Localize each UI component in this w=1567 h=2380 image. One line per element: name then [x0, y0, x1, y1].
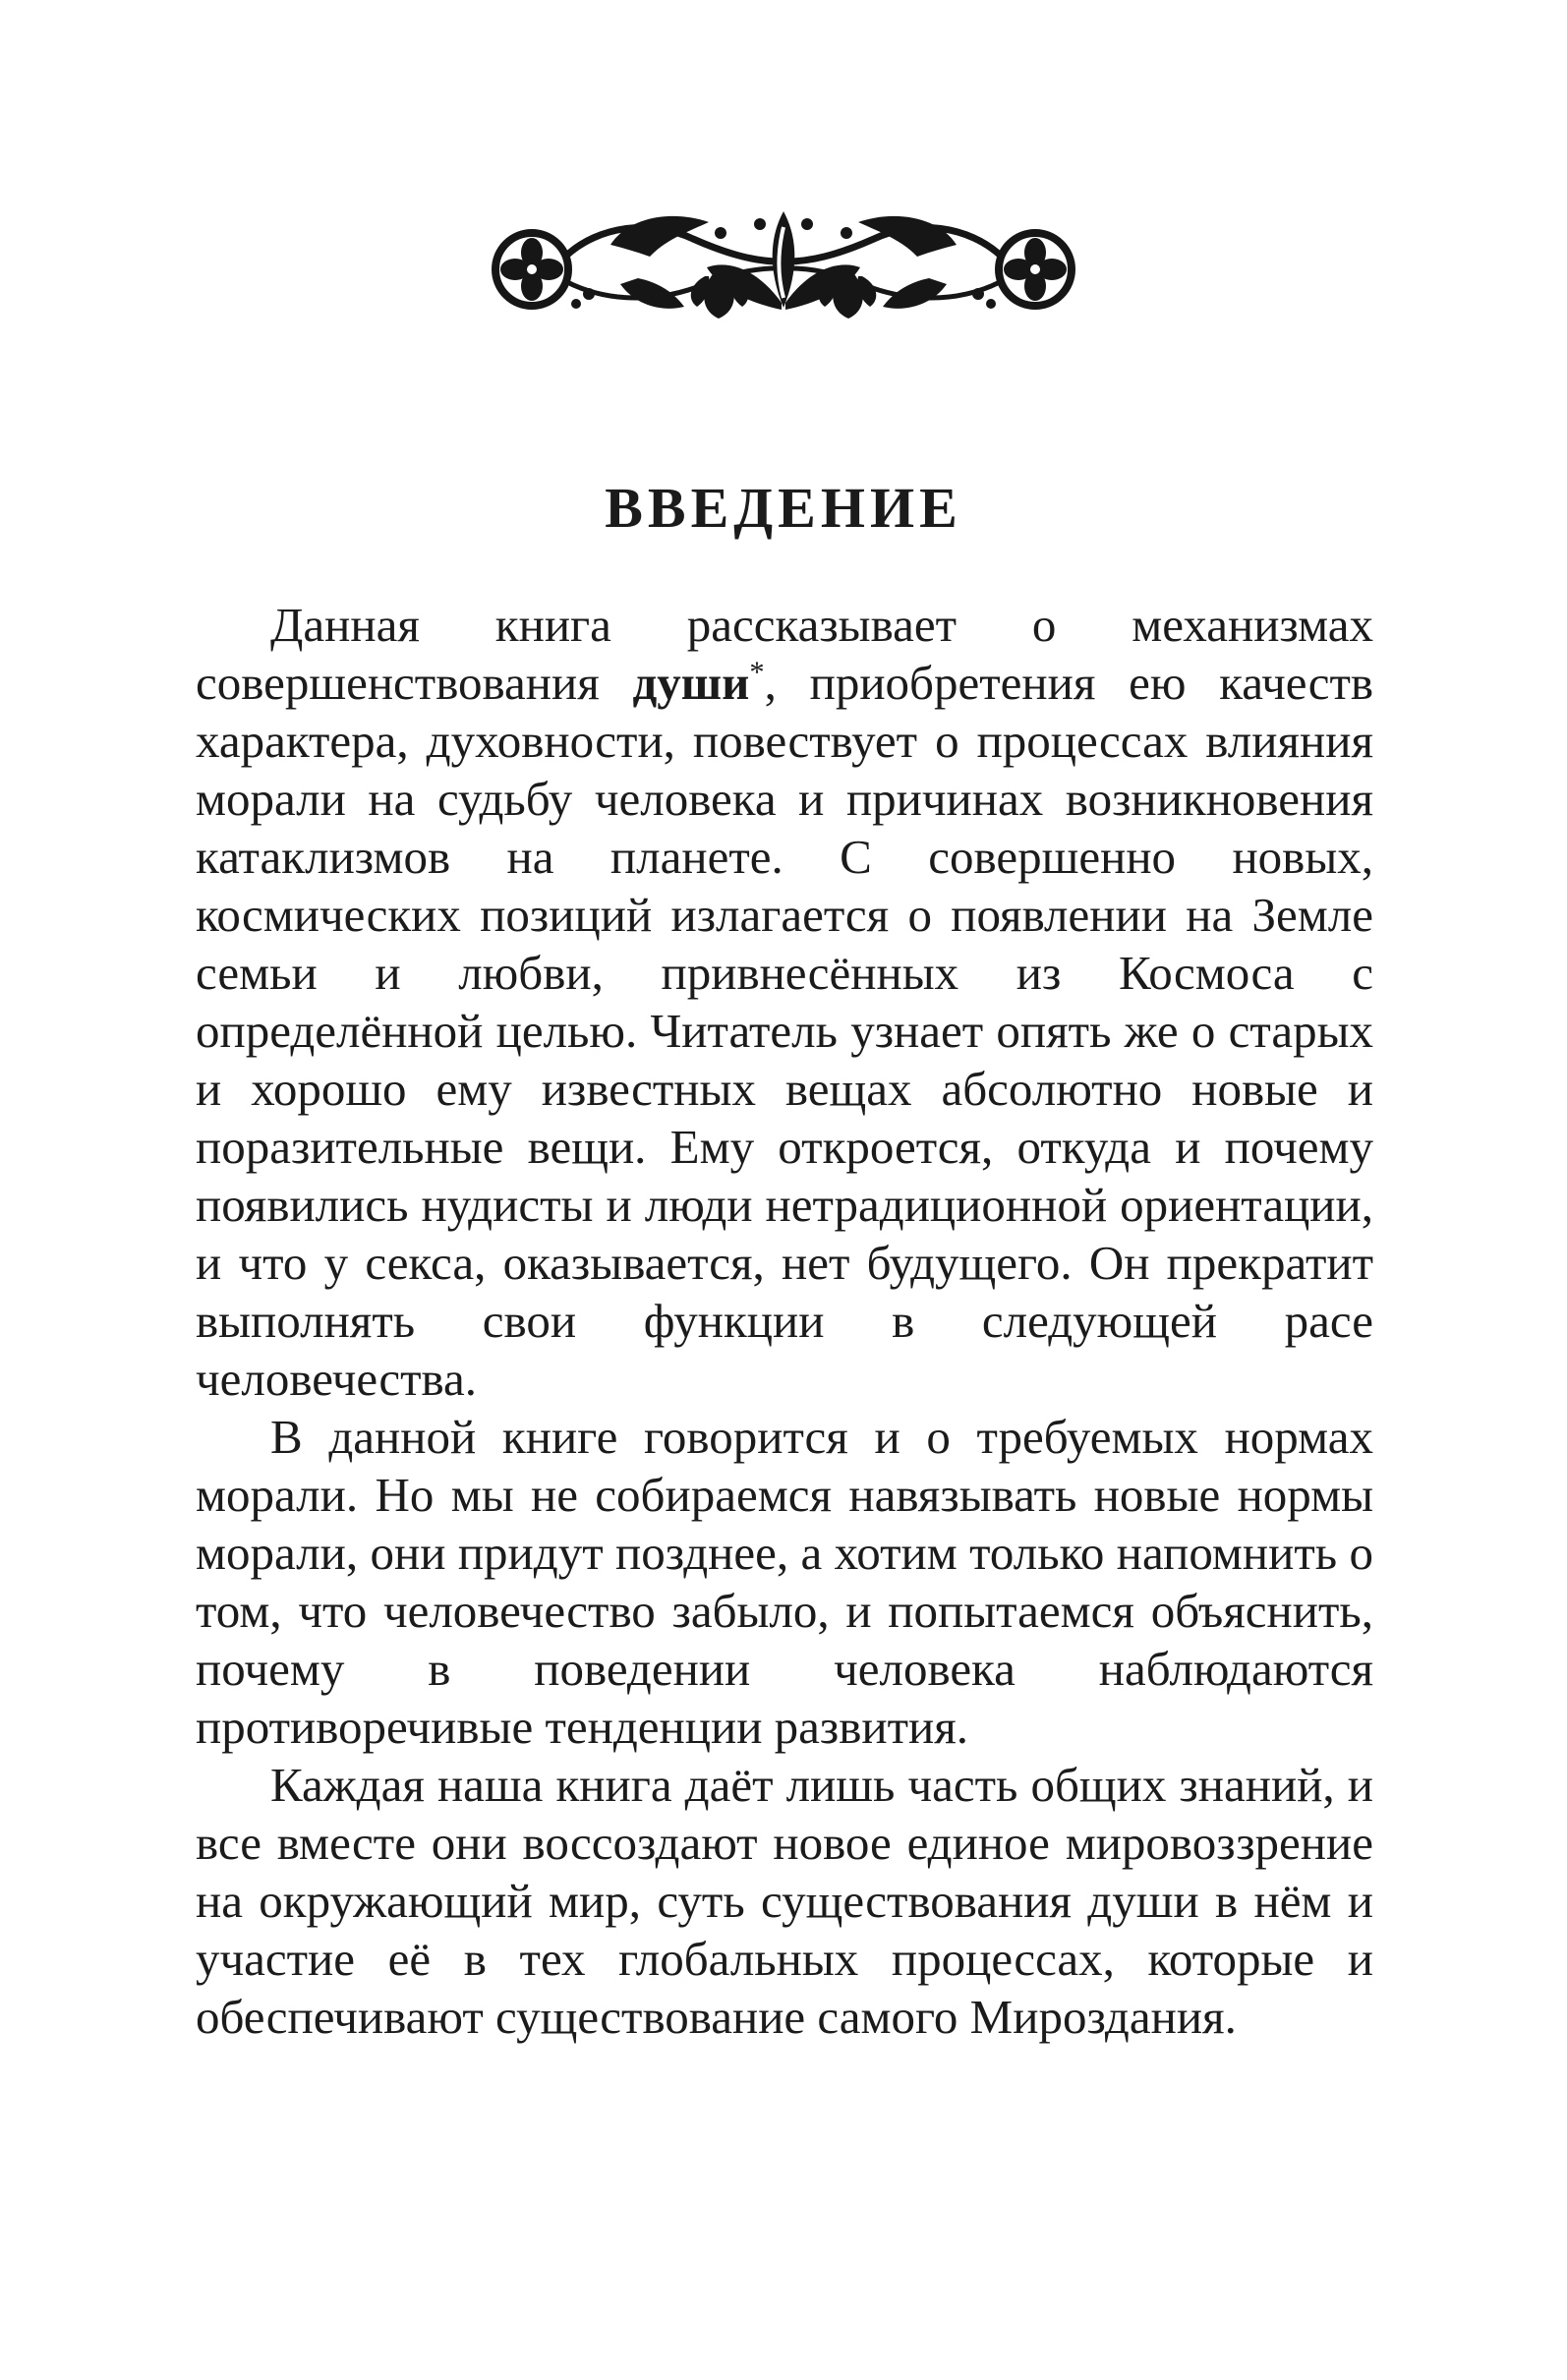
chapter-body	[196, 596, 1373, 2046]
paragraph-1	[196, 596, 1373, 1408]
paragraph-3: Каждая наша книга даёт лишь часть общих знаний, и все вместе они воссоздают новое единое мировоззрение на окружающий мир, суть существования души в нём и участие её в тех глобальных процессах, которые и обеспечивают существование самого Мироздания.	[196, 1758, 1373, 2044]
chapter-title: ВВЕДЕНИЕ	[605, 476, 962, 540]
emphasized-term: души	[632, 656, 750, 710]
paragraph-1-text-before: Данная книга рассказывает о механизмах совершенствования	[196, 598, 1373, 710]
floral-ornament-divider	[473, 206, 1094, 326]
paragraph-2: В данной книге говорится и о требуемых нормах морали. Но мы не собираемся навязывать новые нормы морали, они придут позднее, а хотим только напомнить о том, что человечество забыло, и попытаемся объяснить, почему в поведении человека наблюдаются противоречивые тенденции развития.	[196, 1410, 1373, 1754]
floral-vignette-icon	[473, 206, 1094, 326]
footnote-marker: *	[749, 655, 765, 689]
paragraph-1-text-after: , приобретения ею качеств характера, духовности, повествует о процессах влияния морали на судьбу человека и причинах возникновения катаклизмов на планете. С совершенно новых, космических позиций излагается о появлении на Земле семьи и любви, привнесённых из Космоса с определённой целью. Читатель узнает опять же о старых и хорошо ему известных вещах абсолютно новые и поразительные вещи. Ему откроется, откуда и почему появились нудисты и люди нетрадиционной ориентации, и что у секса, оказывается, нет будущего. Он прекратит выполнять свои функции в следующей расе человечества.	[196, 656, 1373, 1406]
